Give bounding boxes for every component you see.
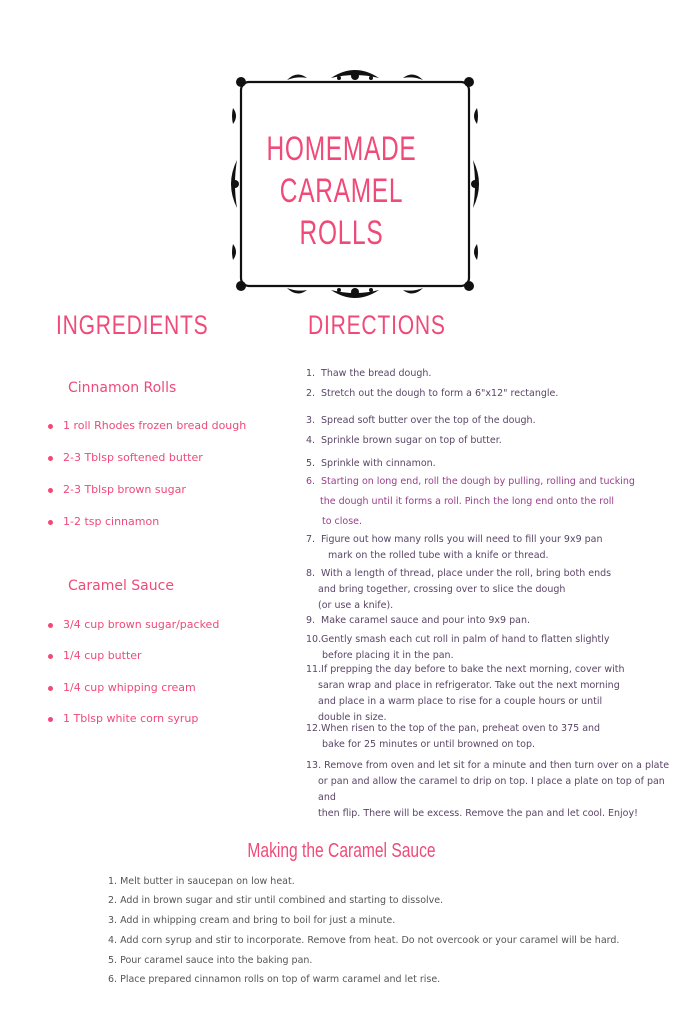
sauce-step: 5. Pour caramel sauce into the baking pan. <box>108 955 313 966</box>
sauce-step: 3. Add in whipping cream and bring to boil for just a minute. <box>108 915 396 926</box>
caramel-sauce-heading: Caramel Sauce <box>68 578 174 594</box>
title-line-3: ROLLS <box>299 214 384 252</box>
direction-step-3: 3. Spread soft butter over the top of the dough. <box>306 415 536 426</box>
direction-step-6: 6. Starting on long end, roll the dough by pulling, rolling and tucking the dough until it forms a roll. Pinch the long end onto the roll to close. <box>306 476 635 527</box>
making-sauce-heading: Making the Caramel Sauce <box>247 840 436 862</box>
title-line-1: HOMEMADE <box>266 130 417 168</box>
direction-step-4: 4. Sprinkle brown sugar on top of butter. <box>306 435 502 446</box>
sauce-step: 1. Melt butter in saucepan on low heat. <box>108 876 295 887</box>
direction-step-13: 13. Remove from oven and let sit for a minute and then turn over on a plate or pan and allow the caramel to drip on top. I place a plate on top of pan and then flip. There will be excess. Remove the pan and let cool. Enjoy! <box>306 760 670 819</box>
list-item: 1 Tblsp white corn syrup <box>48 712 198 725</box>
direction-step-8: 8. With a length of thread, place under the roll, bring both ends and bring together, crossing over to slice the dough (or use a knife). <box>306 568 612 611</box>
direction-step-1: 1. Thaw the bread dough. <box>306 368 432 379</box>
direction-step-10: 10. Gently smash each cut roll in palm of hand to flatten slightly before placing it in the pan. <box>306 634 610 661</box>
list-item: 1/4 cup butter <box>48 649 142 662</box>
sauce-step: 6. Place prepared cinnamon rolls on top of warm caramel and let rise. <box>108 974 441 985</box>
directions-heading: DIRECTIONS <box>308 310 446 340</box>
direction-step-2: 2. Stretch out the dough to form a 6"x12" rectangle. <box>306 388 559 399</box>
list-item: 2-3 Tblsp brown sugar <box>48 483 186 496</box>
direction-step-9: 9. Make caramel sauce and pour into 9x9 pan. <box>306 615 531 626</box>
list-item: 1-2 tsp cinnamon <box>48 515 159 528</box>
direction-step-12: 12. When risen to the top of the pan, preheat oven to 375 and bake for 25 minutes or until browned on top. <box>306 723 601 750</box>
direction-step-7: 7. Figure out how many rolls you will need to fill your 9x9 pan mark on the rolled tube with a knife or thread. <box>306 534 603 561</box>
direction-step-5: 5. Sprinkle with cinnamon. <box>306 458 436 469</box>
title-line-2: CARAMEL <box>279 172 404 210</box>
sauce-step: 2. Add in brown sugar and stir until combined and starting to dissolve. <box>108 895 444 906</box>
sauce-step: 4. Add corn syrup and stir to incorporate. Remove from heat. Do not overcook or your caramel will be hard. <box>108 935 620 946</box>
list-item: 1 roll Rhodes frozen bread dough <box>48 419 246 432</box>
list-item: 1/4 cup whipping cream <box>48 681 196 694</box>
cinnamon-rolls-heading: Cinnamon Rolls <box>68 380 177 396</box>
ingredients-heading: INGREDIENTS <box>56 310 209 340</box>
list-item: 3/4 cup brown sugar/packed <box>48 618 219 631</box>
list-item: 2-3 Tblsp softened butter <box>48 451 203 464</box>
direction-step-11: 11. If prepping the day before to bake the next morning, cover with saran wrap and place in refrigerator. Take out the next morning and place in a warm place to rise for a couple hours or until double in size. <box>306 664 625 723</box>
